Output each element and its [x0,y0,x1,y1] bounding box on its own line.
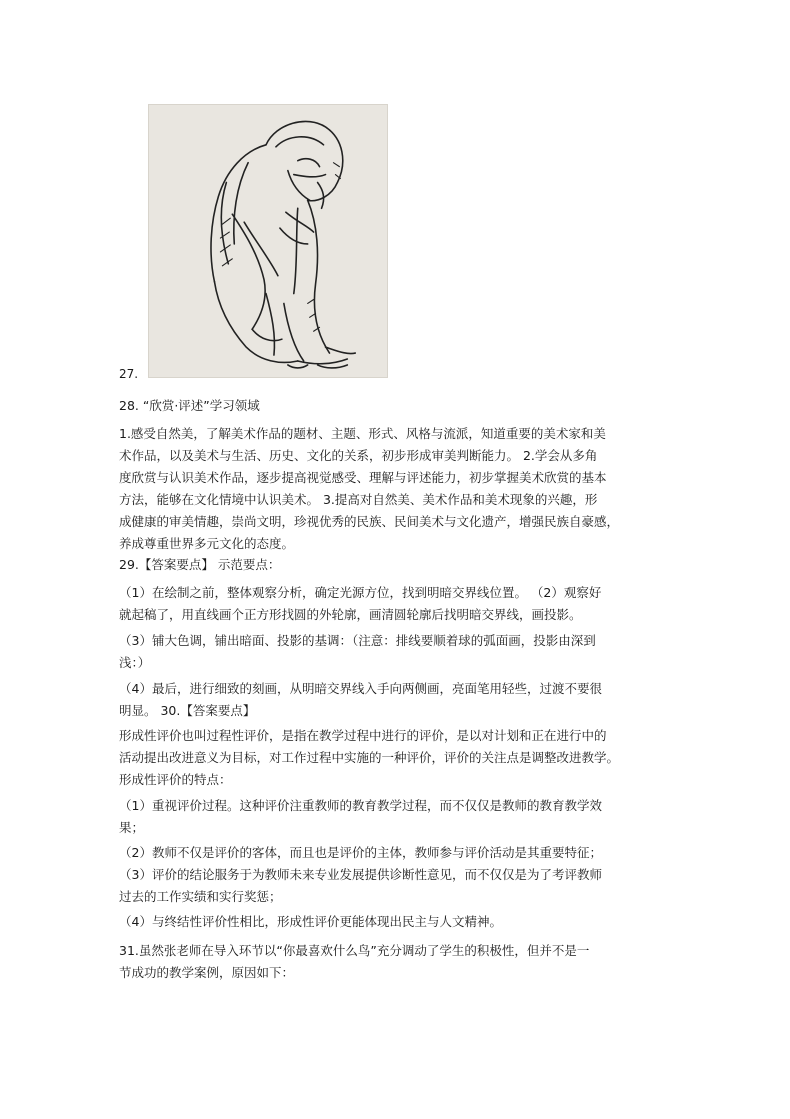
q29-line: 就起稿了，用直线画个正方形找圆的外轮廓，画清圆轮廓后找明暗交界线，画投影。 [119,607,582,622]
ink-sketch-drawing [149,105,387,377]
q30-line: 形成性评价也叫过程性评价，是指在教学过程中进行的评价，是以对计划和正在进行中的 [119,728,607,743]
q31-line: 节成功的教学案例，原因如下： [119,965,295,980]
figure-number: 27. [119,367,139,381]
q29-line: 浅：） [119,655,151,670]
q30-line: 形成性评价的特点： [119,772,232,787]
q31-paragraph [119,940,675,984]
q30-paragraph-3 [119,842,675,908]
q29-paragraph-2 [119,630,675,674]
q29-heading: 29.【答案要点】 示范要点： [119,557,281,572]
q28-body [119,423,675,555]
q28-line: 方法，能够在文化情境中认识美术。 3.提高对自然美、美术作品和美术现象的兴趣，形 [119,492,598,507]
q28-heading: 28. “欣赏·评述”学习领域 [119,398,260,413]
ink-sketch-figure [148,104,388,378]
q28-line: 术作品，以及美术与生活、历史、文化的关系，初步形成审美判断能力。 2.学会从多角 [119,448,598,463]
q29-line: 明显。 30.【答案要点】 [119,703,256,718]
q28-line: 成健康的审美情趣，崇尚文明，珍视优秀的民族、民间美术与文化遗产，增强民族自豪感， [119,514,620,529]
q30-line: 过去的工作实绩和实行奖惩； [119,889,282,904]
q30-line: 活动提出改进意义为目标，对工作过程中实施的一种评价，评价的关注点是调整改进教学。 [119,750,620,765]
q29-line: （1）在绘制之前，整体观察分析，确定光源方位，找到明暗交界线位置。 （2）观察好 [119,585,602,600]
q28-line: 1.感受自然美，了解美术作品的题材、主题、形式、风格与流派，知道重要的美术家和美 [119,426,606,441]
q29-line: （3）铺大色调，铺出暗面、投影的基调：（注意：排线要顺着球的弧面画，投影由深到 [119,633,596,648]
q29-paragraph-1 [119,582,675,626]
q30-paragraph-4 [119,911,675,933]
q28-line: 养成尊重世界多元文化的态度。 [119,536,295,551]
q30-line: 果； [119,820,145,835]
q30-line: （3）评价的结论服务于为教师未来专业发展提供诊断性意见，而不仅仅是为了考评教师 [119,867,602,882]
q29-paragraph-3 [119,678,675,722]
q30-line: （4）与终结性评价性相比，形成性评价更能体现出民主与人文精神。 [119,914,502,929]
q30-paragraph-2 [119,795,675,839]
q31-line: 31.虽然张老师在导入环节以“你最喜欢什么鸟”充分调动了学生的积极性，但并不是一 [119,943,590,958]
q30-paragraph-1 [119,725,675,791]
q30-line: （2）教师不仅是评价的客体，而且也是评价的主体，教师参与评价活动是其重要特征； [119,845,602,860]
q28-line: 度欣赏与认识美术作品，逐步提高视觉感受、理解与评述能力，初步掌握美术欣赏的基本 [119,470,607,485]
q29-line: （4）最后，进行细致的刻画，从明暗交界线入手向两侧画，亮面笔用轻些，过渡不要很 [119,681,602,696]
q30-line: （1）重视评价过程。这种评价注重教师的教育教学过程，而不仅仅是教师的教育教学效 [119,798,602,813]
